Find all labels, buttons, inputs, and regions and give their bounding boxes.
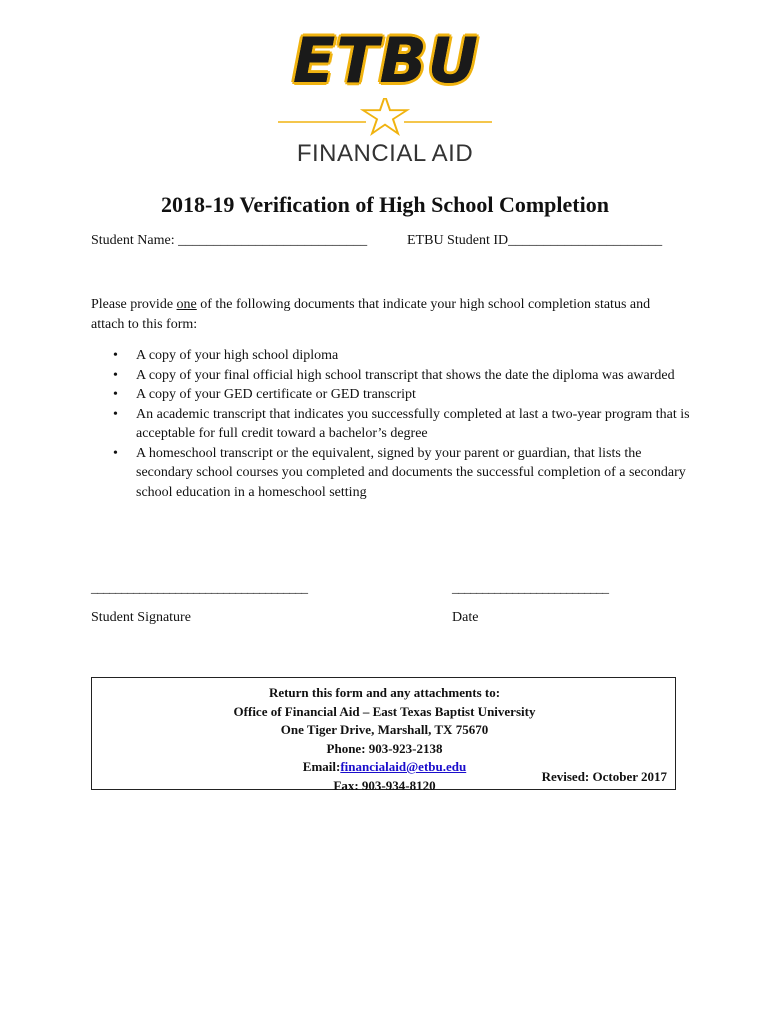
page-title: 2018-19 Verification of High School Completion [161, 192, 609, 217]
return-line-2: Office of Financial Aid – East Texas Baptist University [233, 703, 536, 719]
student-name-field[interactable]: Student Name: ___________________________ [91, 233, 368, 248]
signature-label: Student Signature [91, 610, 191, 625]
fax-line: Fax: 903-934-8120 [333, 777, 436, 793]
logo-wordmark: ETBU [292, 24, 480, 97]
return-line-1: Return this form and any attachments to: [268, 685, 501, 700]
document-list [91, 346, 691, 502]
list-item-text: A copy of your final official high school transcript that shows the date the diploma was awarded [136, 367, 675, 383]
instructions-before: Please provide [91, 297, 177, 312]
list-item [91, 385, 691, 405]
etbu-financial-aid-logo [270, 24, 500, 168]
list-item [91, 444, 691, 503]
instructions-emphasis: one [176, 297, 197, 312]
list-item-text: An academic transcript that indicates you successfully completed at last a two-year program that is acceptable for full credit toward a bachelor’s degree [136, 406, 690, 441]
star-icon [270, 98, 500, 138]
email-prefix: Email: [302, 759, 341, 774]
instructions-after: of the following documents that indicate your high school completion status and attach to this form: [91, 297, 651, 332]
bullet-icon: • [113, 387, 118, 402]
list-item-text: A copy of your high school diploma [136, 348, 339, 363]
list-item [91, 346, 691, 366]
return-line-3: One Tiger Drive, Marshall, TX 75670 [280, 722, 489, 737]
bullet-icon: • [113, 445, 118, 461]
phone-line: Phone: 903-923-2138 [326, 740, 443, 756]
bullet-icon: • [113, 406, 118, 422]
bullet-icon: • [113, 367, 118, 383]
list-item-text: A copy of your GED certificate or GED transcript [136, 387, 416, 402]
logo-department: FINANCIAL AID [296, 140, 474, 167]
list-item [91, 366, 691, 386]
list-item [91, 405, 691, 444]
date-label: Date [452, 610, 479, 625]
date-line[interactable]: __________________________ [452, 581, 608, 596]
student-id-field[interactable]: ETBU Student ID______________________ [407, 233, 663, 248]
revised-date: Revised: October 2017 [541, 769, 667, 784]
list-item-text: A homeschool transcript or the equivalent, signed by your parent or guardian, that lists the secondary school courses you completed and documents the successful completion of a secondary school education in a homeschool setting [136, 445, 686, 500]
signature-line[interactable]: ____________________________________ [91, 581, 307, 596]
bullet-icon: • [113, 348, 118, 363]
instructions [91, 295, 681, 335]
return-info-box [91, 677, 676, 793]
email-link[interactable]: financialaid@etbu.edu [340, 759, 467, 774]
